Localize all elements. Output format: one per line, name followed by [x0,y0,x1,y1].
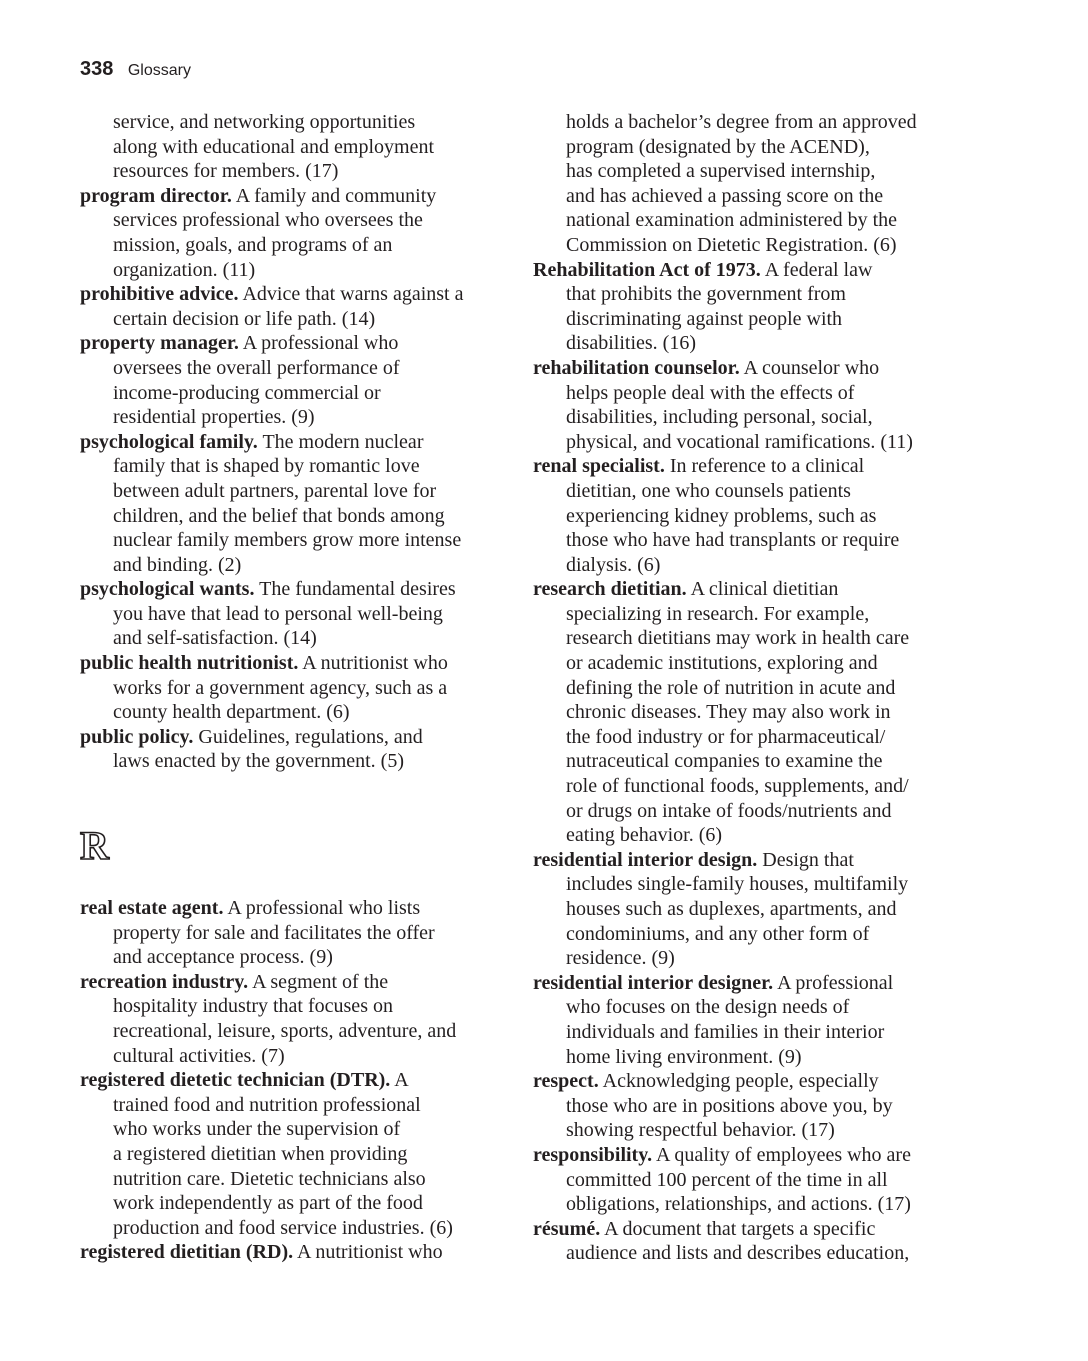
entry-definition-text: chronic diseases. They may also work in [566,701,891,724]
entry-line [533,1241,917,1266]
entry-definition-text: A professional who lists [227,897,421,919]
entry-definition-text: and self-satisfaction. (14) [113,627,317,650]
entry-line [80,331,463,356]
entry-definition-text: a registered dietitian when providing [113,1142,408,1165]
entry-term: real estate agent. [80,897,224,919]
entry-definition-text: In reference to a clinical [669,455,865,478]
entry-line [533,1168,917,1193]
entry-line [533,922,917,947]
entry-line [80,479,463,504]
entry-definition-text: discriminating against people with [566,307,843,330]
entry-line [80,1117,456,1142]
entry-definition-text: recreational, leisure, sports, adventure, and [113,1019,457,1042]
entry-definition-text: family that is shaped by romantic love [113,455,420,478]
glossary-entry [533,356,917,454]
entry-definition-text: trained food and nutrition professional [113,1093,421,1116]
entry-line [533,946,917,971]
entry-definition-text: The modern nuclear [262,430,424,453]
entry-line [80,135,463,160]
entry-line [80,970,456,995]
entry-definition-text: defining the role of nutrition in acute and [566,676,896,699]
entry-term: résumé. [533,1217,601,1240]
entry-definition-text: has completed a supervised internship, [566,160,876,183]
entry-definition-text: organization. (11) [113,258,256,281]
glossary-entry [533,110,917,258]
entry-line [533,848,917,873]
entry-definition-text: Acknowledging people, especially [602,1070,879,1093]
entry-definition-text: that prohibits the government from [566,283,846,306]
entry-definition-text: children, and the belief that bonds among [113,504,445,527]
running-header [80,58,191,81]
entry-line [80,1142,456,1167]
entry-line [80,1093,456,1118]
entry-line [80,159,463,184]
entry-definition-text: service, and networking opportunities [113,111,416,133]
entry-term: property manager. [80,332,239,355]
entry-line [80,725,463,750]
entry-definition-text: houses such as duplexes, apartments, and [566,898,897,920]
entry-definition-text: A clinical dietitian [690,578,839,601]
entry-line [533,553,917,578]
entry-line [80,700,463,725]
entry-line [80,1019,456,1044]
entry-line [80,896,456,921]
entry-definition-text: county health department. (6) [113,701,350,724]
entry-definition-text: Advice that warns against a [242,283,464,306]
entry-line [80,1167,456,1192]
entry-line [533,897,917,922]
entry-definition-text: helps people deal with the effects of [566,381,855,404]
page-number: 338 [80,58,114,80]
section-title: Glossary [127,62,191,79]
entry-line [80,356,463,381]
entry-definition-text: property for sale and facilitates the offer [113,921,435,944]
entry-definition-text: includes single-family houses, multifamily [566,873,909,896]
entry-term: recreation industry. [80,970,249,993]
entry-definition-text: A nutritionist who [297,1241,443,1264]
entry-line [533,651,917,676]
entry-line [533,774,917,799]
entry-definition-text: audience and lists and describes education, [566,1242,910,1265]
entry-line [80,258,463,283]
entry-line [533,479,917,504]
entry-definition-text: specializing in research. For example, [566,602,870,625]
entry-line [533,971,917,996]
entry-line [80,307,463,332]
glossary-entry [80,725,463,774]
entry-line [533,626,917,651]
entry-definition-text: A quality of employees who are [656,1143,911,1166]
entry-line [533,110,917,135]
entry-definition-text: you have that lead to personal well-being [113,602,443,625]
entry-line [533,1045,917,1070]
entry-term: residential interior designer. [533,971,774,994]
glossary-entry [80,896,456,970]
entry-line [533,872,917,897]
entry-definition-text: who focuses on the design needs of [566,996,850,1019]
entry-definition-text: Commission on Dietetic Registration. (6) [566,233,897,256]
entry-term: public health nutritionist. [80,652,299,675]
entry-line [533,749,917,774]
entry-definition-text: research dietitians may work in health care [566,627,910,650]
entry-definition-text: and binding. (2) [113,553,242,576]
entry-line [533,1020,917,1045]
entry-definition-text: disabilities. (16) [566,332,696,355]
entry-definition-text: showing respectful behavior. (17) [566,1119,835,1142]
entry-definition-text: dialysis. (6) [566,553,661,576]
entry-definition-text: cultural activities. (7) [113,1044,285,1067]
entry-line [80,110,463,135]
entry-line [533,159,917,184]
entry-line [533,602,917,627]
entry-term: research dietitian. [533,578,687,601]
entry-line [80,921,456,946]
glossary-entry [533,1069,917,1143]
entry-line [533,1118,917,1143]
entry-definition-text: oversees the overall performance of [113,356,400,379]
entry-line [533,799,917,824]
entry-line [533,577,917,602]
entry-line [533,307,917,332]
entry-line [80,208,463,233]
entry-definition-text: disabilities, including personal, social, [566,406,873,429]
entry-definition-text: resources for members. (17) [113,160,339,183]
entry-line [533,1143,917,1168]
glossary-entry [533,454,917,577]
entry-definition-text: A professional [777,971,894,994]
entry-term: psychological wants. [80,578,255,601]
entry-term: public policy. [80,725,194,748]
entry-line [80,626,463,651]
entry-line [533,528,917,553]
entry-definition-text: along with educational and employment [113,135,435,158]
entry-line [533,282,917,307]
entry-definition-text: A federal law [764,258,873,281]
entry-definition-text: works for a government agency, such as a [113,676,448,699]
entry-line [533,504,917,529]
glossary-entry [80,651,463,725]
entry-line [80,184,463,209]
entry-definition-text: program (designated by the ACEND), [566,135,870,158]
entry-line [533,454,917,479]
entry-line [533,1069,917,1094]
entry-definition-text: dietitian, one who counsels patients [566,479,851,502]
entry-definition-text: experiencing kidney problems, such as [566,504,877,527]
entry-line [80,651,463,676]
entry-definition-text: The fundamental desires [259,578,456,601]
entry-line [533,331,917,356]
entry-definition-text: nuclear family members grow more intense [113,529,462,552]
entry-definition-text: A nutritionist who [302,652,448,675]
entry-definition-text: holds a bachelor’s degree from an approved [566,111,917,133]
entry-definition-text: residential properties. (9) [113,406,315,429]
entry-definition-text: Design that [762,848,854,871]
glossary-entry [533,848,917,971]
glossary-entry [533,971,917,1069]
entry-line [80,553,463,578]
entry-line [80,528,463,553]
entry-term: responsibility. [533,1143,653,1166]
entry-definition-text: or academic institutions, exploring and [566,652,878,675]
entry-definition-text: the food industry or for pharmaceutical/ [566,725,886,748]
entry-definition-text: and acceptance process. (9) [113,946,333,969]
entry-line [80,1191,456,1216]
entry-definition-text: nutraceutical companies to examine the [566,750,883,773]
entry-term: rehabilitation counselor. [533,356,740,379]
entry-line [80,1216,456,1241]
entry-definition-text: production and food service industries. (6) [113,1216,453,1239]
glossary-entry [80,577,463,651]
entry-definition-text: physical, and vocational ramifications. (11) [566,430,913,453]
entry-line [80,602,463,627]
entry-definition-text: who works under the supervision of [113,1118,401,1141]
entry-line [533,233,917,258]
entry-line [533,1094,917,1119]
glossary-entry [80,1068,456,1240]
glossary-entry [533,577,917,848]
entry-line [533,208,917,233]
entry-definition-text: or drugs on intake of foods/nutrients and [566,799,892,822]
entry-term: psychological family. [80,430,258,453]
entry-definition-text: role of functional foods, supplements, and/ [566,775,909,798]
entry-definition-text: A document that targets a specific [604,1217,876,1240]
entry-definition-text: home living environment. (9) [566,1045,802,1068]
glossary-column-right [533,110,917,1266]
entry-line [80,676,463,701]
entry-definition-text: A segment of the [252,970,389,993]
section-letter-heading: R [80,823,109,868]
entry-definition-text: A [394,1069,409,1092]
entry-line [533,700,917,725]
entry-line [80,1068,456,1093]
entry-term: registered dietetic technician (DTR). [80,1069,391,1092]
entry-definition-text: certain decision or life path. (14) [113,307,376,330]
entry-line [533,725,917,750]
entry-definition-text: work independently as part of the food [113,1192,423,1215]
entry-line [80,454,463,479]
entry-line [533,405,917,430]
entry-line [80,233,463,258]
entry-definition-text: residence. (9) [566,947,675,970]
entry-definition-text: laws enacted by the government. (5) [113,750,405,773]
entry-line [533,356,917,381]
entry-term: residential interior design. [533,848,758,871]
entry-definition-text: nutrition care. Dietetic technicians also [113,1167,426,1190]
entry-definition-text: Guidelines, regulations, and [198,725,423,748]
entry-line [533,995,917,1020]
entry-definition-text: individuals and families in their interior [566,1020,885,1043]
entry-definition-text: those who have had transplants or require [566,529,900,552]
glossary-entry [80,110,463,184]
entry-definition-text: those who are in positions above you, by [566,1094,893,1117]
entry-definition-text: mission, goals, and programs of an [113,233,393,256]
glossary-entry [80,430,463,578]
entry-definition-text: and has achieved a passing score on the [566,184,884,207]
entry-line [80,504,463,529]
entry-line [533,676,917,701]
entry-line [80,405,463,430]
entry-line [80,381,463,406]
entry-line [80,577,463,602]
entry-line [533,381,917,406]
entry-term: Rehabilitation Act of 1973. [533,258,761,281]
entry-definition-text: committed 100 percent of the time in all [566,1168,888,1191]
glossary-entry [80,1240,456,1265]
entry-line [80,430,463,455]
entry-line [80,749,463,774]
entry-definition-text: eating behavior. (6) [566,824,723,847]
entry-definition-text: obligations, relationships, and actions. (17) [566,1193,911,1216]
entry-line [80,1044,456,1069]
entry-line [533,135,917,160]
entry-line [533,258,917,283]
entry-definition-text: national examination administered by the [566,209,898,232]
glossary-entry [80,184,463,282]
glossary-entry [533,1143,917,1217]
entry-line [533,1217,917,1242]
glossary-entry [533,258,917,356]
entry-definition-text: A counselor who [743,356,880,379]
glossary-entry [80,282,463,331]
entry-line [80,945,456,970]
glossary-entry [533,1217,917,1266]
glossary-column-left-top [80,110,463,774]
entry-line [533,1192,917,1217]
entry-line [533,184,917,209]
entry-definition-text: services professional who oversees the [113,209,423,232]
entry-line [80,994,456,1019]
entry-term: respect. [533,1070,599,1093]
entry-line [80,1240,456,1265]
entry-definition-text: A professional who [242,332,399,355]
entry-line [533,430,917,455]
entry-definition-text: hospitality industry that focuses on [113,995,393,1018]
glossary-entry [80,970,456,1068]
entry-term: prohibitive advice. [80,283,239,306]
entry-term: program director. [80,184,232,207]
entry-definition-text: A family and community [235,184,437,207]
entry-term: registered dietitian (RD). [80,1241,294,1264]
entry-definition-text: between adult partners, parental love for [113,479,437,502]
entry-term: renal specialist. [533,455,665,478]
glossary-entry [80,331,463,429]
entry-line [80,282,463,307]
entry-definition-text: condominiums, and any other form of [566,922,870,945]
entry-line [533,823,917,848]
glossary-column-left-bottom [80,896,456,1265]
entry-definition-text: income-producing commercial or [113,381,381,404]
